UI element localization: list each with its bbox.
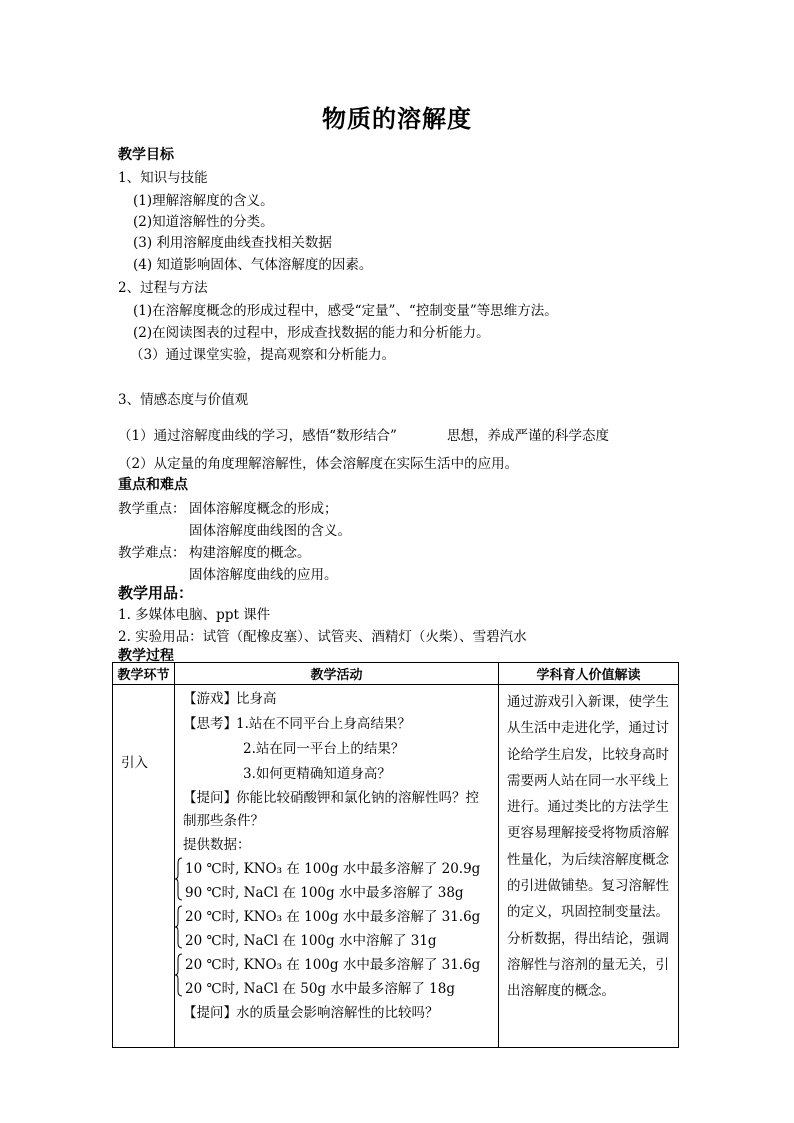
- section-process-title: 2、过程与方法: [118, 280, 208, 296]
- brace-icon: [175, 953, 183, 997]
- focus-item: 固体溶解度曲线图的含义。: [189, 523, 351, 539]
- focus-item: 固体溶解度概念的形成；: [189, 501, 338, 517]
- data-line: 20 ℃时, KNO₃ 在 100g 水中最多溶解了 31.6g: [185, 957, 481, 973]
- difficulty-item: 构建溶解度的概念。: [189, 545, 311, 561]
- emotion-item-1a: （1）通过溶解度曲线的学习，感悟“数形结合”: [118, 428, 397, 444]
- difficulty-item: 固体溶解度曲线的应用。: [189, 567, 338, 583]
- materials-item: 2. 实验用品：试管（配橡皮塞）、试管夹、酒精灯（火柴）、雪碧汽水: [118, 629, 527, 645]
- stage-cell: [113, 685, 175, 1048]
- emotion-item-2: （2）从定量的角度理解溶解性，体会溶解度在实际生活中的应用。: [118, 456, 519, 472]
- brace-icon: [175, 857, 183, 901]
- focus-label: 教学重点：: [118, 501, 186, 517]
- section-emotion-title: 3、情感态度与价值观: [118, 392, 249, 408]
- value-reflection: 通过游戏引入新课，使学生从生活中走进化学，通过讨论给学生启发，比较身高时需要两人站在同一水平线上进行。通过类比的方法学生更容易理解接受将物质溶解性量化，为后续溶解度概念的引进做铺垫。复习溶解性的定义，巩固控制变量法。分析数据，得出结论，强调溶解性与溶剂的量无关，引出溶解度的概念。: [507, 694, 669, 1000]
- process-method-item: （3）通过课堂实验，提高观察和分析能力。: [130, 347, 396, 363]
- emotion-item-1b: 思想，养成严谨的科学态度: [447, 428, 609, 444]
- data-label: 提供数据：: [183, 837, 251, 853]
- header-activity: 教学活动: [175, 663, 499, 685]
- data-line: 10 ℃时, KNO₃ 在 100g 水中最多溶解了 20.9g: [185, 861, 481, 877]
- process-table: [112, 662, 679, 1048]
- section-knowledge-title: 1、知识与技能: [118, 170, 208, 186]
- stage-label: 引入: [121, 755, 148, 771]
- activity-cell: [175, 685, 499, 1048]
- table-header-row: [113, 663, 679, 685]
- brace-icon: [175, 905, 183, 949]
- materials-heading: 教学用品：: [118, 584, 194, 602]
- game-text: 比身高: [236, 691, 277, 707]
- materials-item: 1. 多媒体电脑、ppt 课件: [118, 607, 271, 623]
- data-line: 20 ℃时, NaCl 在 100g 水中溶解了 31g: [185, 933, 437, 949]
- page-title: 物质的溶解度: [322, 104, 472, 133]
- data-line: 20 ℃时, KNO₃ 在 100g 水中最多溶解了 31.6g: [185, 909, 481, 925]
- table-row: [113, 685, 679, 1048]
- knowledge-item: (4) 知道影响固体、气体溶解度的因素。: [133, 257, 373, 273]
- ask-tag: 【提问】: [183, 1005, 237, 1021]
- game-tag: 【游戏】: [183, 691, 237, 707]
- difficulty-label: 教学难点：: [118, 545, 186, 561]
- value-cell: [499, 685, 679, 1048]
- think-item: 3.如何更精确知道身高？: [243, 766, 391, 782]
- process-method-item: (1)在溶解度概念的形成过程中，感受“定量”、“控制变量”等思维方法。: [133, 303, 558, 319]
- process-heading: 教学过程: [118, 648, 174, 664]
- key-heading: 重点和难点: [118, 477, 188, 493]
- ask-tag: 【提问】: [183, 790, 237, 806]
- header-stage: 教学环节: [113, 663, 175, 685]
- ask-text: 水的质量会影响溶解性的比较吗？: [236, 1005, 439, 1021]
- data-line: 20 ℃时, NaCl 在 50g 水中最多溶解了 18g: [185, 981, 455, 997]
- knowledge-item: (3) 利用溶解度曲线查找相关数据: [133, 235, 332, 251]
- knowledge-item: (2)知道溶解性的分类。: [133, 214, 274, 230]
- knowledge-item: (1)理解溶解度的含义。: [133, 193, 274, 209]
- think-item: 2.站在同一平台上的结果？: [243, 741, 405, 757]
- ask-text: 你能比较硝酸钾和氯化钠的溶解性吗？控: [236, 790, 479, 806]
- think-item: 1.站在不同平台上身高结果？: [236, 716, 411, 732]
- process-method-item: (2)在阅读图表的过程中，形成查找数据的能力和分析能力。: [133, 325, 490, 341]
- data-line: 90 ℃时, NaCl 在 100g 水中最多溶解了 38g: [185, 885, 464, 901]
- think-tag: 【思考】: [183, 716, 237, 732]
- goals-heading: 教学目标: [118, 147, 174, 163]
- ask-text-cont: 制那些条件？: [183, 813, 264, 829]
- header-value: 学科育人价值解读: [499, 663, 679, 685]
